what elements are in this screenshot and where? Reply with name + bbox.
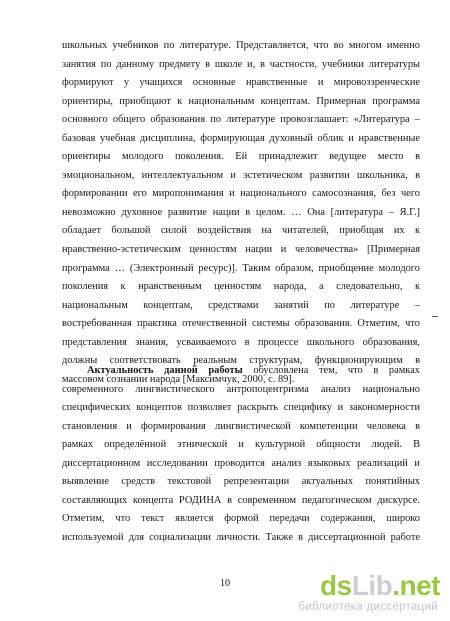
text-line-lead: [62, 362, 420, 381]
text-fragment: обусловлена тем, что в рамках: [242, 365, 420, 376]
text-line: формируют у учащихся основные нравственные и мировоззренческие: [62, 77, 420, 89]
text-line: программа … (Электронный ресурс)]. Таким образом, приобщение молодого: [62, 262, 420, 274]
text-line: массовом сознании народа [Максимчук, 2000, с. 89].: [62, 373, 295, 385]
text-line: базовая учебная дисциплина, формирующая духовный облик и нравственные: [62, 132, 420, 144]
text-line: эмоциональном, интеллектуальном и эстетическом развитии школьника, в: [62, 169, 420, 181]
watermark-tagline: библиотека диссертаций: [298, 601, 438, 613]
text-line: поколения к нравственным ценностям народа, а следовательно, к: [62, 281, 420, 293]
text-line: национальным концептам, средствами занятий по литературе –: [62, 299, 420, 311]
text-line: обладает большой силой воздействия на читателей, приобщая их к: [62, 225, 420, 237]
text-line: выявление средств текстовой репрезентации актуальных понятийных: [62, 476, 420, 488]
text-line: основного общего образования по литературе провозглашает: «Литература –: [62, 114, 420, 126]
text-line: современного лингвистического антропоцентризма анализ национально: [62, 383, 420, 395]
text-line: должны соответствовать реальным структурам, функционирующим в: [62, 355, 420, 367]
text-line: невозможно духовное развитие нации в целом. … Она [литература – Я.Г.]: [62, 206, 420, 218]
margin-mark: [432, 316, 438, 317]
text-line: нравственно-эстетическим ценностям нации и человечества» [Примерная: [62, 244, 420, 256]
text-line: становления и формирования лингвистической компетенции человека в: [62, 420, 420, 432]
text-line: специфических концептов позволяет раскрыть специфику и закономерности: [62, 402, 420, 414]
text-line: ориентиры молодого поколения. Ей принадлежит ведущее место в: [62, 151, 420, 163]
text-line: представления знания, усваиваемого в процессе школьного образования,: [62, 336, 420, 348]
text-line: составляющих концепта РОДИНА в современном педагогическом дискурсе.: [62, 494, 420, 506]
text-line: занятия по данному предмету в школе и, в частности, учебники литературы: [62, 58, 420, 70]
dslib-watermark[interactable]: [262, 571, 442, 619]
text-line: Отметим, что текст является формой передачи содержания, широко: [62, 513, 420, 525]
text-line: используемой для социализации личности. Также в диссертационной работе: [62, 531, 420, 543]
relevance-heading: Актуальность данной работы: [87, 365, 243, 376]
text-line: ориентиры, приобщают к национальным концептам. Примерная программа: [62, 95, 420, 107]
paragraph-continued: [62, 37, 420, 389]
text-line: школьных учебников по литературе. Представляется, что во многом именно: [62, 40, 420, 51]
text-line: формировании его миропонимания и национального самосознания, без чего: [62, 188, 420, 200]
dslib-logo: dsLib.net: [320, 570, 440, 601]
text-line: диссертационном исследовании проводится анализ языковых реализаций и: [62, 457, 420, 469]
text-line: рамках определённой этнической и культурной общности людей. В: [62, 439, 420, 451]
relevance-paragraph: [62, 362, 420, 547]
page-number: 10: [220, 578, 230, 589]
text-line: востребованная практика отечественной системы образования. Отметим, что: [62, 318, 420, 330]
